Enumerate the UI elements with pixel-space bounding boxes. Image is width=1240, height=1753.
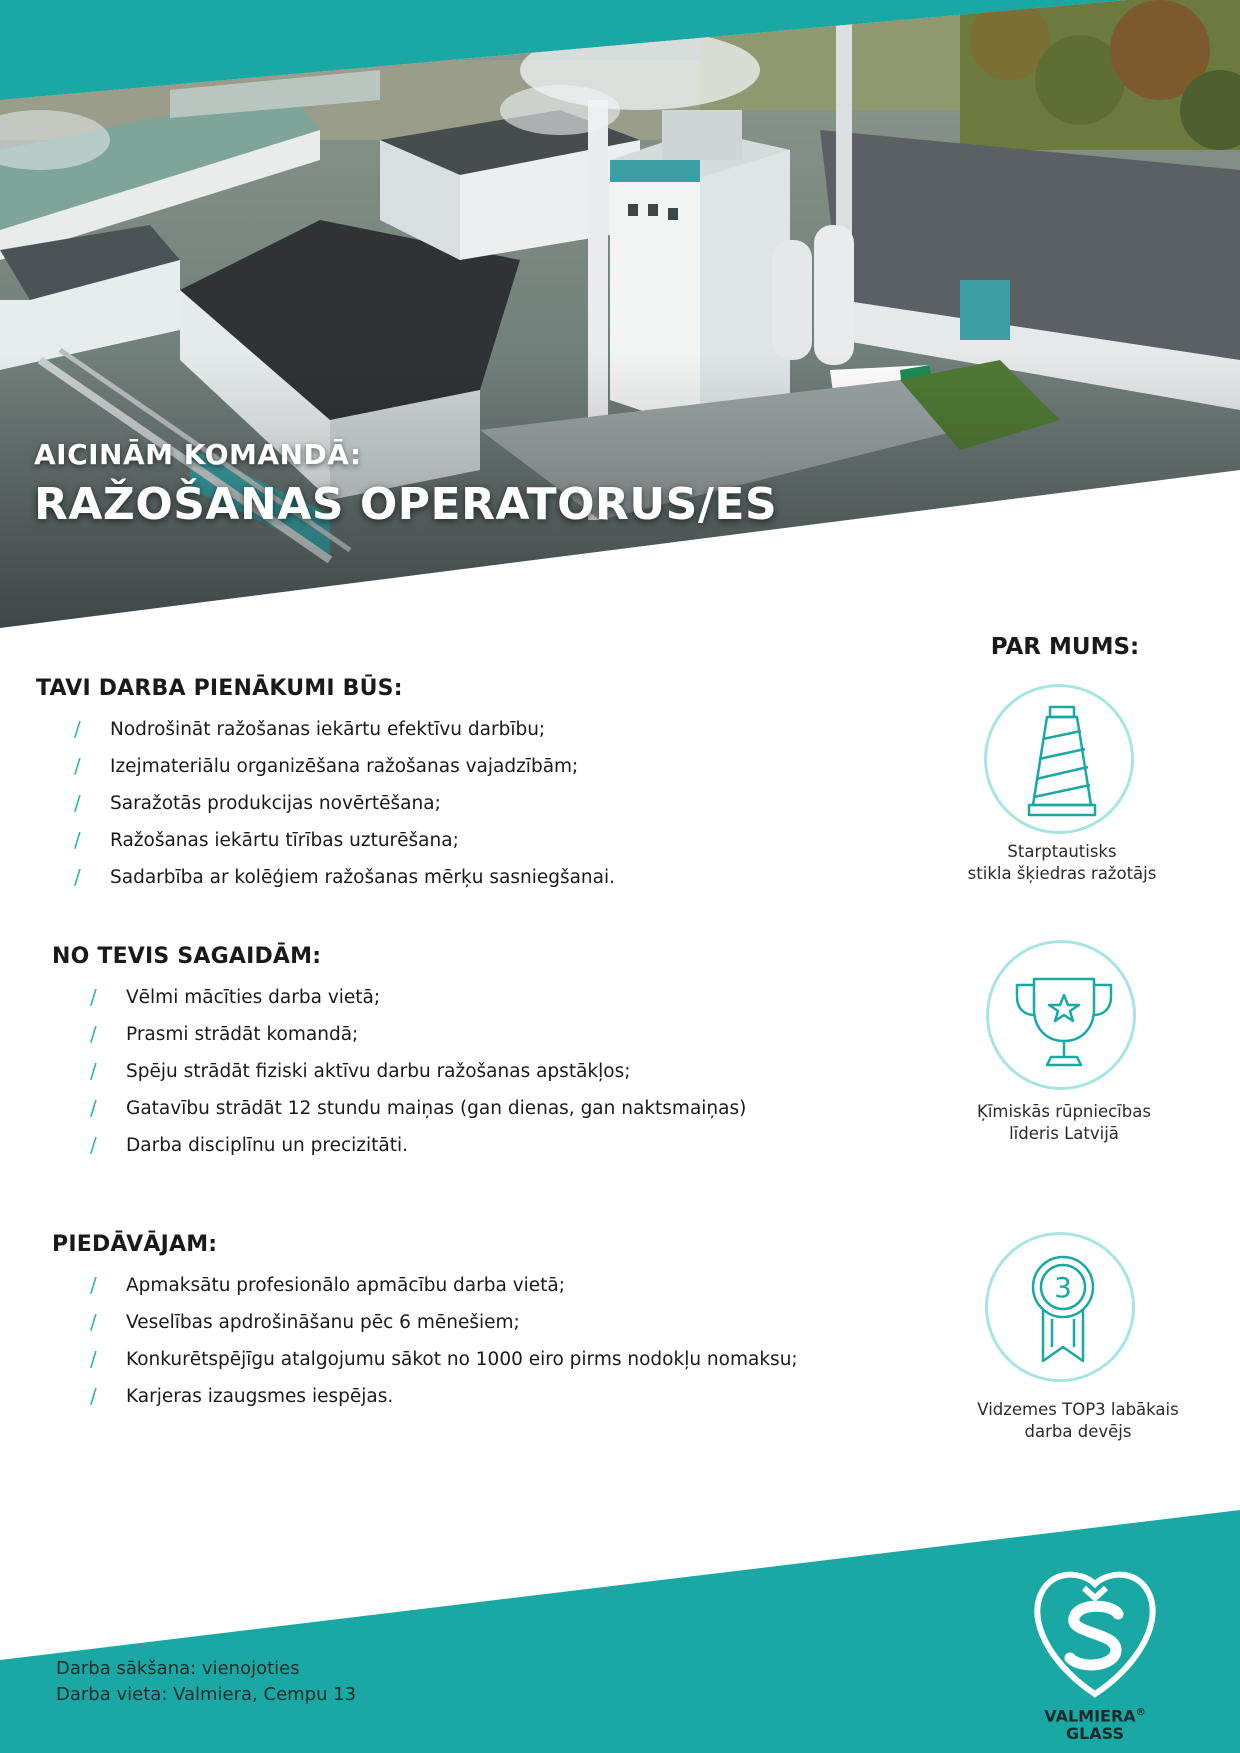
yarn-spool-badge <box>984 684 1134 834</box>
requirements-heading: NO TEVIS SAGAIDĀM: <box>52 944 322 969</box>
slash-bullet-icon: / <box>90 1347 97 1371</box>
list-item: / Konkurētspējīgu atalgojumu sākot no 1000 eiro pirms nodokļu nomaksu; <box>52 1341 217 1378</box>
slash-bullet-icon: / <box>90 1022 97 1046</box>
slash-bullet-icon: / <box>74 865 81 889</box>
logo-wordmark: VALMIERA® GLASS <box>1044 1706 1146 1744</box>
list-item: / Sadarbība ar kolēģiem ražošanas mērķu sasniegšanai. <box>36 859 403 896</box>
list-item: / Gatavību strādāt 12 stundu maiņas (gan dienas, gan naktsmaiņas) <box>52 1090 321 1127</box>
list-item: / Veselības apdrošināšanu pēc 6 mēnešiem; <box>52 1304 217 1341</box>
slash-bullet-icon: / <box>90 1273 97 1297</box>
requirements-list <box>52 979 747 1164</box>
trophy-badge <box>986 940 1136 1090</box>
slash-bullet-icon: / <box>74 754 81 778</box>
valmiera-glass-logo <box>1020 1566 1170 1746</box>
duties-heading: TAVI DARBA PIENĀKUMI BŪS: <box>36 676 403 701</box>
footer <box>0 1500 1240 1753</box>
list-item: / Vēlmi mācīties darba vietā; <box>52 979 321 1016</box>
badge-caption: Starptautisks stikla šķiedras ražotājs <box>967 842 1157 883</box>
list-item: / Spēju strādāt fiziski aktīvu darbu ražošanas apstākļos; <box>52 1053 321 1090</box>
slash-bullet-icon: / <box>74 717 81 741</box>
list-item: / Nodrošināt ražošanas iekārtu efektīvu darbību; <box>36 711 403 748</box>
hero-title: RAŽOŠANAS OPERATORUS/ES <box>34 479 778 530</box>
medal-number: 3 <box>1054 1271 1072 1304</box>
medal-ribbon-icon <box>988 1235 1138 1385</box>
trophy-icon <box>989 943 1139 1093</box>
factory-aerial-photo <box>0 0 1240 640</box>
yarn-spool-icon <box>987 687 1137 837</box>
slash-bullet-icon: / <box>90 1059 97 1083</box>
duties-section <box>36 676 616 896</box>
badge-caption: Vidzemes TOP3 labākais darba devējs <box>977 1400 1179 1441</box>
logo-emblem-icon <box>1020 1566 1170 1706</box>
hero-banner <box>0 0 1240 640</box>
list-item: / Saražotās produkcijas novērtēšana; <box>36 785 403 822</box>
slash-bullet-icon: / <box>74 828 81 852</box>
offer-list <box>52 1267 798 1415</box>
slash-bullet-icon: / <box>74 791 81 815</box>
badge-caption: Ķīmiskās rūpniecības līderis Latvijā <box>977 1102 1151 1143</box>
list-item: / Ražošanas iekārtu tīrības uzturēšana; <box>36 822 403 859</box>
offer-section <box>52 1232 798 1415</box>
location-text: Darba vieta: Valmiera, Cempu 13 <box>56 1684 357 1705</box>
requirements-section <box>52 944 747 1164</box>
duties-list <box>36 711 616 896</box>
slash-bullet-icon: / <box>90 1133 97 1157</box>
list-item: / Prasmi strādāt komandā; <box>52 1016 321 1053</box>
list-item: / Darba disciplīnu un precizitāti. <box>52 1127 321 1164</box>
slash-bullet-icon: / <box>90 1096 97 1120</box>
hero-subtitle: AICINĀM KOMANDĀ: <box>34 438 362 471</box>
about-heading: PAR MUMS: <box>990 634 1140 660</box>
slash-bullet-icon: / <box>90 1384 97 1408</box>
slash-bullet-icon: / <box>90 1310 97 1334</box>
start-date-text: Darba sākšana: vienojoties <box>56 1658 300 1679</box>
slash-bullet-icon: / <box>90 985 97 1009</box>
list-item: / Apmaksātu profesionālo apmācību darba vietā; <box>52 1267 217 1304</box>
medal-badge <box>985 1232 1135 1382</box>
footer-info <box>56 1656 356 1708</box>
list-item: / Karjeras izaugsmes iespējas. <box>52 1378 217 1415</box>
offer-heading: PIEDĀVĀJAM: <box>52 1232 218 1257</box>
list-item: / Izejmateriālu organizēšana ražošanas vajadzībām; <box>36 748 403 785</box>
